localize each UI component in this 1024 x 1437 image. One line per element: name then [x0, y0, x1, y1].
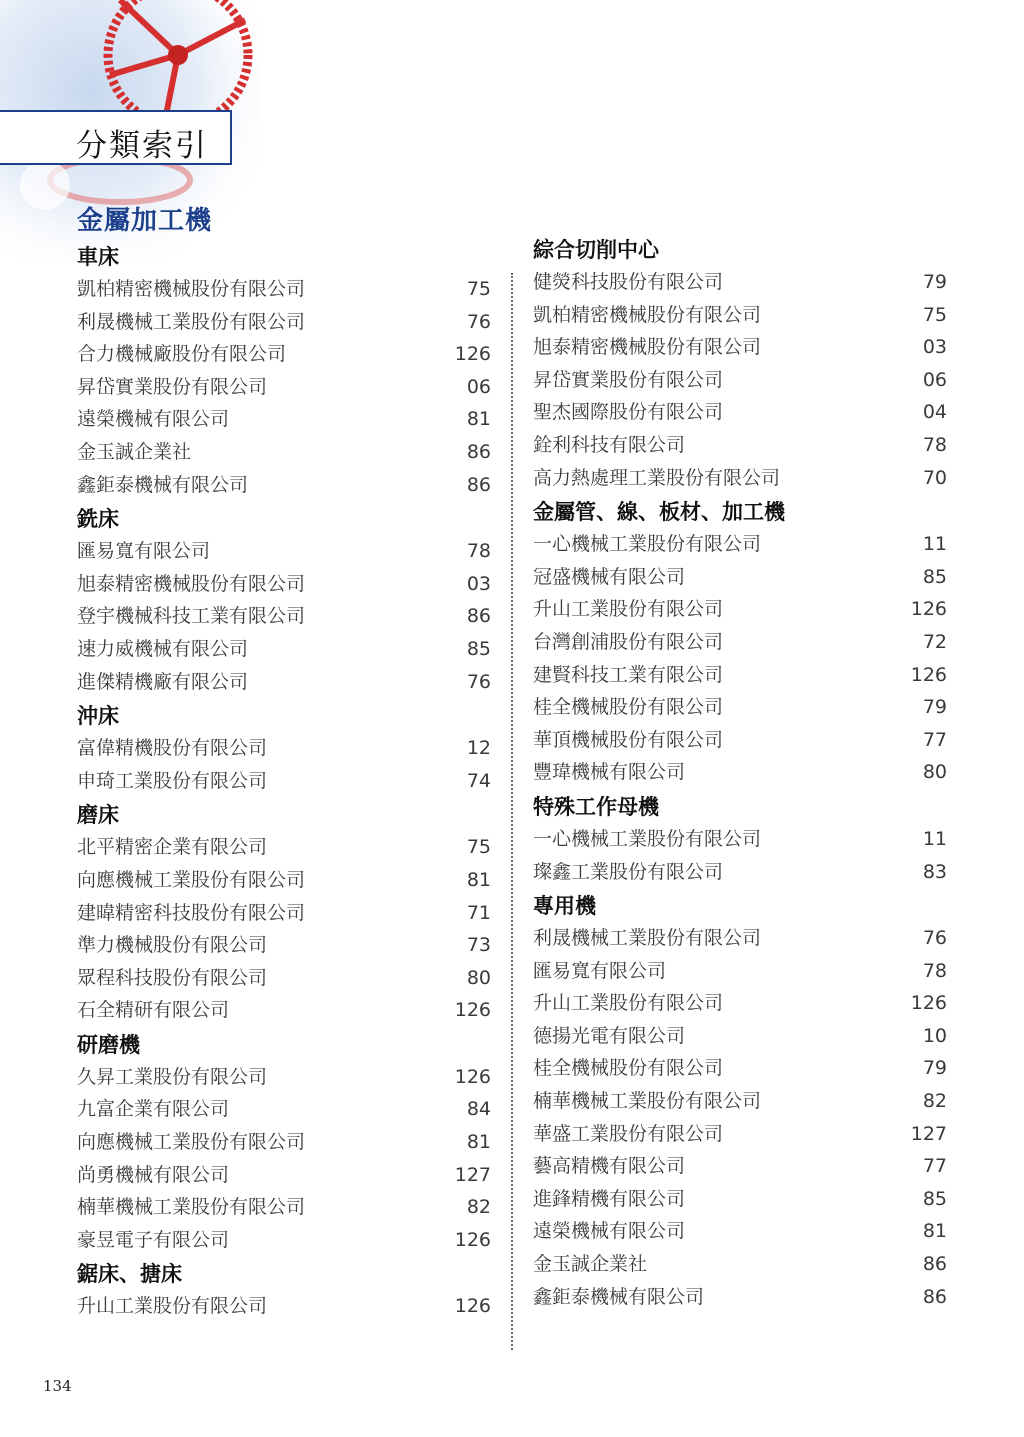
index-entry [533, 429, 947, 462]
entry-page-number: 79 [922, 1057, 947, 1080]
company-name: 鑫鉅泰機械有限公司 [533, 1285, 705, 1308]
section-heading: 車床 [77, 245, 119, 269]
entry-page-number: 82 [922, 1090, 947, 1113]
main-category-heading: 金屬加工機 [77, 206, 213, 236]
company-name: 匯易寬有限公司 [77, 540, 211, 563]
company-name: 楠華機械工業股份有限公司 [77, 1196, 306, 1219]
entry-page-number: 75 [922, 303, 947, 326]
entry-page-number: 73 [466, 934, 491, 957]
index-entry [533, 331, 947, 364]
column-divider [511, 273, 513, 1350]
section-heading: 銑床 [77, 507, 119, 532]
entry-page-number: 126 [454, 1228, 491, 1251]
index-entry [77, 666, 491, 699]
index-entry [77, 273, 491, 306]
index-entry [77, 897, 491, 930]
index-entry [77, 864, 491, 897]
entry-page-number: 86 [466, 440, 491, 463]
company-name: 一心機械工業股份有限公司 [533, 827, 762, 850]
index-entry [77, 469, 491, 502]
index-entry [533, 1281, 947, 1314]
company-name: 金玉誠企業社 [533, 1253, 648, 1276]
entry-page-number: 126 [910, 663, 947, 686]
section-heading: 金屬管、線、板材、加工機 [533, 500, 785, 525]
entry-page-number: 77 [922, 728, 947, 751]
index-entry [533, 1215, 947, 1248]
company-name: 健熒科技股份有限公司 [533, 271, 724, 293]
index-entry [77, 765, 491, 798]
section-heading: 磨床 [77, 803, 119, 828]
left-index-column [77, 239, 491, 1323]
company-name: 準力機械股份有限公司 [77, 934, 268, 957]
section-heading: 鋸床、搪床 [77, 1262, 182, 1287]
index-entry [533, 955, 947, 988]
index-entry [533, 659, 947, 692]
company-name: 璨鑫工業股份有限公司 [533, 860, 724, 883]
company-name: 高力熱處理工業股份有限公司 [533, 466, 781, 489]
company-name: 藝高精機有限公司 [533, 1155, 686, 1178]
company-name: 升山工業股份有限公司 [533, 992, 724, 1015]
entry-page-number: 12 [466, 737, 491, 760]
company-name: 凱柏精密機械股份有限公司 [77, 278, 306, 300]
index-entry [533, 922, 947, 955]
index-entry [77, 633, 491, 666]
company-name: 向應機械工業股份有限公司 [77, 868, 306, 891]
index-entry [533, 856, 947, 889]
entry-page-number: 84 [466, 1098, 491, 1121]
index-entry [77, 1061, 491, 1094]
company-name: 一心機械工業股份有限公司 [533, 533, 762, 556]
company-name: 向應機械工業股份有限公司 [77, 1131, 306, 1154]
company-name: 進鋒精機有限公司 [533, 1187, 686, 1210]
entry-page-number: 03 [922, 336, 947, 359]
entry-page-number: 127 [454, 1163, 491, 1186]
entry-page-number: 03 [466, 572, 491, 595]
entry-page-number: 75 [466, 836, 491, 859]
company-name: 尚勇機械有限公司 [77, 1163, 230, 1186]
section-heading: 沖床 [77, 704, 119, 729]
entry-page-number: 81 [922, 1220, 947, 1243]
index-entry [77, 1126, 491, 1159]
entry-page-number: 86 [466, 605, 491, 628]
company-name: 台灣創浦股份有限公司 [533, 630, 724, 653]
index-entry [533, 364, 947, 397]
entry-page-number: 80 [922, 761, 947, 784]
index-entry [533, 691, 947, 724]
index-entry [533, 626, 947, 659]
company-name: 升山工業股份有限公司 [533, 598, 724, 621]
company-name: 申琦工業股份有限公司 [77, 769, 268, 792]
index-entry [77, 371, 491, 404]
company-name: 華盛工業股份有限公司 [533, 1122, 724, 1145]
company-name: 升山工業股份有限公司 [77, 1295, 268, 1318]
index-entry [533, 299, 947, 332]
index-entry [533, 266, 947, 299]
index-entry [533, 462, 947, 495]
index-entry [533, 987, 947, 1020]
company-name: 豐瑋機械有限公司 [533, 761, 686, 784]
entry-page-number: 85 [922, 565, 947, 588]
index-entry [533, 823, 947, 856]
entry-page-number: 70 [922, 466, 947, 489]
entry-page-number: 11 [922, 827, 947, 850]
company-name: 豪昱電子有限公司 [77, 1228, 230, 1251]
index-entry [533, 528, 947, 561]
entry-page-number: 77 [922, 1155, 947, 1178]
index-entry [533, 396, 947, 429]
index-entry [533, 1085, 947, 1118]
company-name: 銓利科技有限公司 [533, 433, 686, 456]
index-entry [77, 306, 491, 339]
company-name: 遠榮機械有限公司 [77, 408, 230, 431]
index-entry [77, 1191, 491, 1224]
company-name: 利晟機械工業股份有限公司 [77, 310, 306, 333]
page-title-box [0, 110, 232, 165]
index-entry [77, 338, 491, 371]
company-name: 聖杰國際股份有限公司 [533, 401, 724, 424]
index-entry [77, 1290, 491, 1323]
entry-page-number: 06 [922, 368, 947, 391]
entry-page-number: 76 [922, 927, 947, 950]
index-entry [77, 568, 491, 601]
entry-page-number: 81 [466, 1131, 491, 1154]
page-title: 分類索引 [76, 128, 208, 164]
entry-page-number: 86 [922, 1285, 947, 1308]
company-name: 建賢科技工業有限公司 [533, 663, 724, 686]
entry-page-number: 126 [454, 343, 491, 366]
company-name: 凱柏精密機械股份有限公司 [533, 303, 762, 326]
entry-page-number: 126 [910, 598, 947, 621]
entry-page-number: 82 [466, 1196, 491, 1219]
index-entry [77, 1093, 491, 1126]
index-entry [533, 1183, 947, 1216]
company-name: 石全精研有限公司 [77, 999, 230, 1022]
company-name: 富偉精機股份有限公司 [77, 737, 268, 760]
index-entry [77, 732, 491, 765]
entry-page-number: 79 [922, 271, 947, 293]
company-name: 楠華機械工業股份有限公司 [533, 1090, 762, 1113]
entry-page-number: 11 [922, 533, 947, 556]
entry-page-number: 78 [922, 959, 947, 982]
index-entry [533, 1118, 947, 1151]
company-name: 利晟機械工業股份有限公司 [533, 927, 762, 950]
index-entry [77, 403, 491, 436]
section-heading: 綜合切削中心 [533, 238, 659, 262]
company-name: 昇岱實業股份有限公司 [533, 368, 724, 391]
entry-page-number: 78 [466, 540, 491, 563]
entry-page-number: 74 [466, 769, 491, 792]
company-name: 匯易寬有限公司 [533, 959, 667, 982]
entry-page-number: 72 [922, 630, 947, 653]
company-name: 旭泰精密機械股份有限公司 [77, 572, 306, 595]
company-name: 桂全機械股份有限公司 [533, 1057, 724, 1080]
index-entry [77, 831, 491, 864]
entry-page-number: 04 [922, 401, 947, 424]
entry-page-number: 126 [910, 992, 947, 1015]
entry-page-number: 06 [466, 375, 491, 398]
company-name: 建暐精密科技股份有限公司 [77, 901, 306, 924]
company-name: 金玉誠企業社 [77, 440, 192, 463]
entry-page-number: 71 [466, 901, 491, 924]
section-heading: 專用機 [533, 894, 596, 919]
company-name: 登宇機械科技工業有限公司 [77, 605, 306, 628]
index-entry [533, 561, 947, 594]
index-entry [77, 600, 491, 633]
index-entry [533, 756, 947, 789]
company-name: 昇岱實業股份有限公司 [77, 375, 268, 398]
section-heading: 特殊工作母機 [533, 794, 659, 819]
index-entry [533, 1052, 947, 1085]
entry-page-number: 78 [922, 433, 947, 456]
company-name: 進傑精機廠有限公司 [77, 670, 249, 693]
entry-page-number: 126 [454, 1065, 491, 1088]
company-name: 德揚光電有限公司 [533, 1024, 686, 1047]
index-entry [77, 436, 491, 469]
entry-page-number: 76 [466, 670, 491, 693]
company-name: 速力威機械有限公司 [77, 637, 249, 660]
section-heading: 研磨機 [77, 1032, 140, 1057]
company-name: 久昇工業股份有限公司 [77, 1065, 268, 1088]
index-entry [533, 724, 947, 757]
right-index-column [533, 232, 947, 1313]
entry-page-number: 79 [922, 696, 947, 719]
entry-page-number: 85 [922, 1187, 947, 1210]
company-name: 鑫鉅泰機械有限公司 [77, 473, 249, 496]
company-name: 旭泰精密機械股份有限公司 [533, 336, 762, 359]
index-entry [533, 1020, 947, 1053]
company-name: 眾程科技股份有限公司 [77, 966, 268, 989]
index-entry [533, 593, 947, 626]
entry-page-number: 76 [466, 310, 491, 333]
entry-page-number: 75 [466, 278, 491, 300]
index-entry [533, 1150, 947, 1183]
index-entry [77, 535, 491, 568]
entry-page-number: 80 [466, 966, 491, 989]
entry-page-number: 83 [922, 860, 947, 883]
company-name: 合力機械廠股份有限公司 [77, 343, 287, 366]
index-entry [77, 994, 491, 1027]
company-name: 北平精密企業有限公司 [77, 836, 268, 859]
company-name: 桂全機械股份有限公司 [533, 696, 724, 719]
entry-page-number: 127 [910, 1122, 947, 1145]
index-entry [77, 1224, 491, 1257]
index-entry [77, 962, 491, 995]
entry-page-number: 81 [466, 408, 491, 431]
index-entry [533, 1248, 947, 1281]
entry-page-number: 86 [922, 1253, 947, 1276]
company-name: 冠盛機械有限公司 [533, 565, 686, 588]
company-name: 華頂機械股份有限公司 [533, 728, 724, 751]
page-number: 134 [43, 1377, 72, 1395]
company-name: 遠榮機械有限公司 [533, 1220, 686, 1243]
company-name: 九富企業有限公司 [77, 1098, 230, 1121]
index-entry [77, 1159, 491, 1192]
index-entry [77, 929, 491, 962]
entry-page-number: 85 [466, 637, 491, 660]
entry-page-number: 86 [466, 473, 491, 496]
entry-page-number: 126 [454, 1295, 491, 1318]
entry-page-number: 10 [922, 1024, 947, 1047]
entry-page-number: 126 [454, 999, 491, 1022]
entry-page-number: 81 [466, 868, 491, 891]
